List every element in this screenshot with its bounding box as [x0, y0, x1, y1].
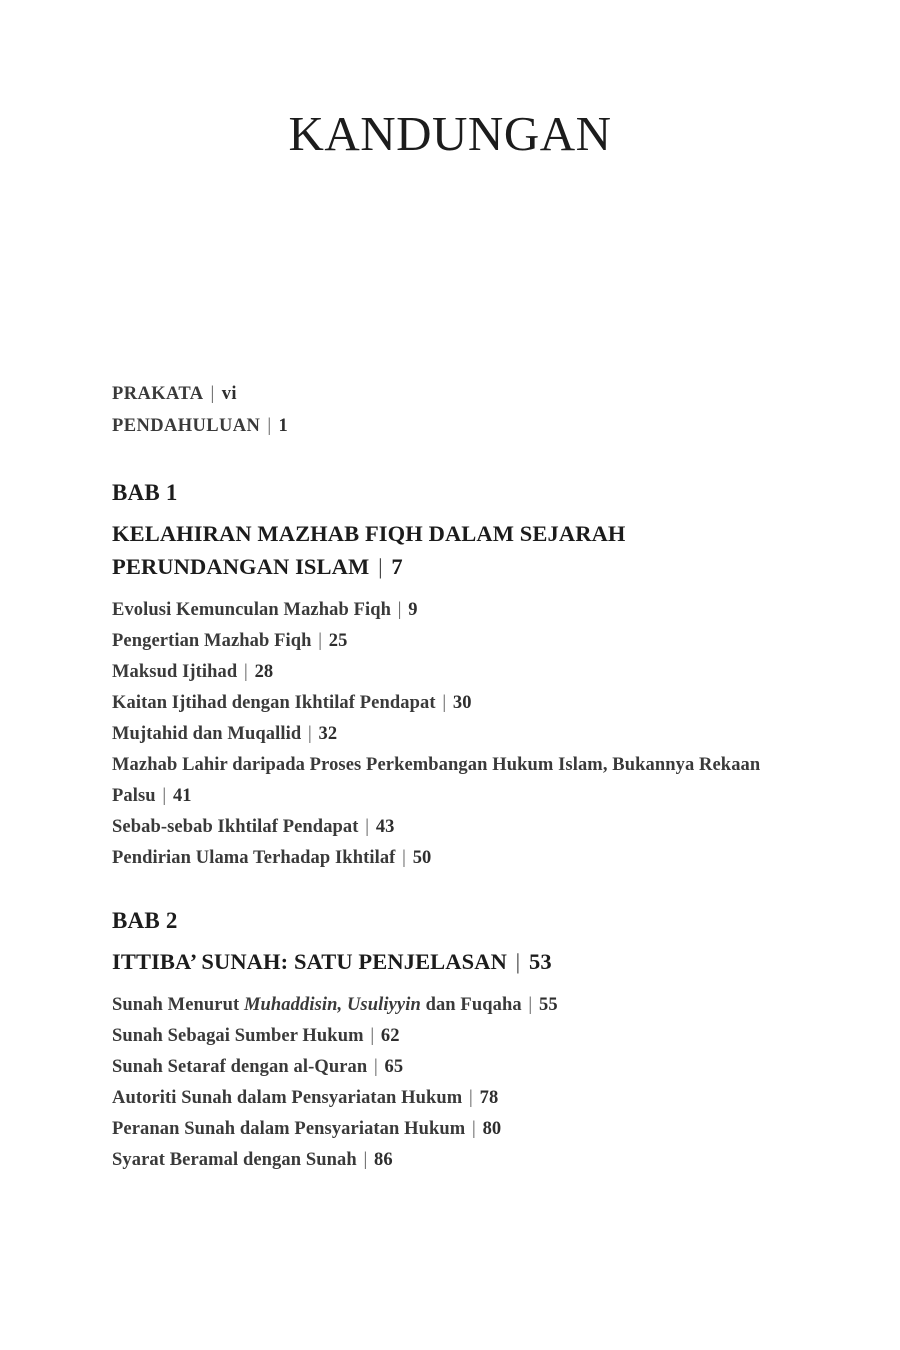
toc-entry-page: 43	[375, 817, 395, 837]
toc-entry-label: Autoriti Sunah dalam Pensyariatan Hukum	[112, 1088, 463, 1108]
entry-separator: |	[205, 384, 220, 404]
toc-entry-page: 62	[380, 1026, 400, 1046]
toc-entry[interactable]	[112, 1145, 772, 1176]
toc-entry-label: Mujtahid dan Muqallid	[112, 724, 302, 744]
toc-entry-page: 80	[482, 1119, 502, 1139]
toc-entry-page: 30	[452, 693, 472, 713]
page-title: KANDUNGAN	[288, 106, 612, 161]
entry-separator: |	[467, 1119, 481, 1139]
toc-entry-label: Maksud Ijtihad	[112, 662, 238, 682]
frontmatter-entry-label: PRAKATA	[112, 384, 204, 404]
toc-entry-page: 78	[479, 1088, 499, 1108]
toc-entry[interactable]	[112, 750, 772, 812]
toc-entry-label: Peranan Sunah dalam Pensyariatan Hukum	[112, 1119, 466, 1139]
frontmatter-entry-page: 1	[278, 416, 289, 436]
toc-entry-label: Sunah Sebagai Sumber Hukum	[112, 1026, 364, 1046]
toc-entry-label: Pendirian Ulama Terhadap Ikhtilaf	[112, 848, 396, 868]
frontmatter-entry-label: PENDAHULUAN	[112, 416, 261, 436]
toc-entry-page: 25	[328, 631, 348, 651]
chapter-title[interactable]	[112, 517, 752, 583]
toc-entry-label: Evolusi Kemunculan Mazhab Fiqh	[112, 600, 392, 620]
toc-entry-page: 28	[254, 662, 274, 682]
toc-entry-label: Sunah Setaraf dengan al-Quran	[112, 1057, 368, 1077]
entry-separator: |	[313, 631, 327, 651]
entry-separator: |	[262, 416, 277, 436]
chapter-number-label: BAB 2	[112, 908, 178, 933]
toc-entry[interactable]	[112, 719, 772, 750]
toc-entry-italic-term: Muhaddisin, Usuliyyin	[243, 995, 421, 1015]
toc-entry-page: 32	[318, 724, 338, 744]
toc-entry-page: 41	[172, 786, 192, 806]
toc-entry[interactable]	[112, 1114, 772, 1145]
frontmatter-entry-page: vi	[221, 384, 237, 404]
entry-separator: |	[157, 786, 171, 806]
chapter-list	[112, 476, 812, 1176]
entry-separator: |	[523, 995, 537, 1015]
chapter-title-page: 7	[391, 554, 403, 579]
frontmatter-entry[interactable]	[112, 410, 812, 442]
toc-entry[interactable]	[112, 595, 772, 626]
entry-separator: |	[509, 949, 526, 974]
toc-entry[interactable]	[112, 1052, 772, 1083]
toc-entry-label: Kaitan Ijtihad dengan Ikhtilaf Pendapat	[112, 693, 436, 713]
toc-entry[interactable]	[112, 812, 772, 843]
toc-entry[interactable]	[112, 688, 772, 719]
entry-separator: |	[369, 1057, 383, 1077]
entry-separator: |	[303, 724, 317, 744]
toc-entry-label: Sebab-sebab Ikhtilaf Pendapat	[112, 817, 359, 837]
entry-separator: |	[393, 600, 407, 620]
toc-entry-page: 9	[408, 600, 418, 620]
chapter-title[interactable]	[112, 945, 752, 978]
toc-entry[interactable]	[112, 990, 772, 1021]
toc-entry-label: Pengertian Mazhab Fiqh	[112, 631, 312, 651]
entry-separator: |	[360, 817, 374, 837]
frontmatter-entry[interactable]	[112, 378, 812, 410]
toc-entry[interactable]	[112, 1083, 772, 1114]
toc-entry[interactable]	[112, 843, 772, 874]
entry-separator: |	[365, 1026, 379, 1046]
toc-entry-page: 55	[538, 995, 558, 1015]
toc-entry-label: Syarat Beramal dengan Sunah	[112, 1150, 357, 1170]
chapter-title-page: 53	[529, 949, 552, 974]
frontmatter-list	[112, 378, 812, 442]
entry-separator: |	[437, 693, 451, 713]
toc-entry-label: Sunah Menurut	[112, 995, 244, 1015]
toc-entry[interactable]	[112, 1021, 772, 1052]
entry-separator: |	[358, 1150, 373, 1170]
entry-separator: |	[372, 554, 389, 579]
toc-entry-page: 86	[374, 1150, 393, 1170]
toc-entry-page: 65	[384, 1057, 404, 1077]
toc-entry[interactable]	[112, 626, 772, 657]
entry-separator: |	[239, 662, 253, 682]
toc-entry[interactable]	[112, 657, 772, 688]
chapter-title-text: KELAHIRAN MAZHAB FIQH DALAM SEJARAH PERUNDANGAN ISLAM	[112, 521, 626, 579]
chapter-block	[112, 476, 812, 874]
entry-separator: |	[397, 848, 411, 868]
chapter-block	[112, 904, 812, 1176]
chapter-entries	[112, 990, 812, 1176]
toc-entry-label-tail: dan Fuqaha	[420, 995, 522, 1015]
toc-entry-page: 50	[412, 848, 432, 868]
entry-separator: |	[464, 1088, 478, 1108]
toc-entry-label: Mazhab Lahir daripada Proses Perkembangan Hukum Islam, Bukannya Rekaan Palsu	[112, 755, 761, 806]
chapter-number-label: BAB 1	[112, 480, 178, 505]
toc-content	[112, 378, 812, 1176]
chapter-entries	[112, 595, 812, 874]
chapter-title-text: ITTIBA’ SUNAH: SATU PENJELASAN	[112, 949, 507, 974]
